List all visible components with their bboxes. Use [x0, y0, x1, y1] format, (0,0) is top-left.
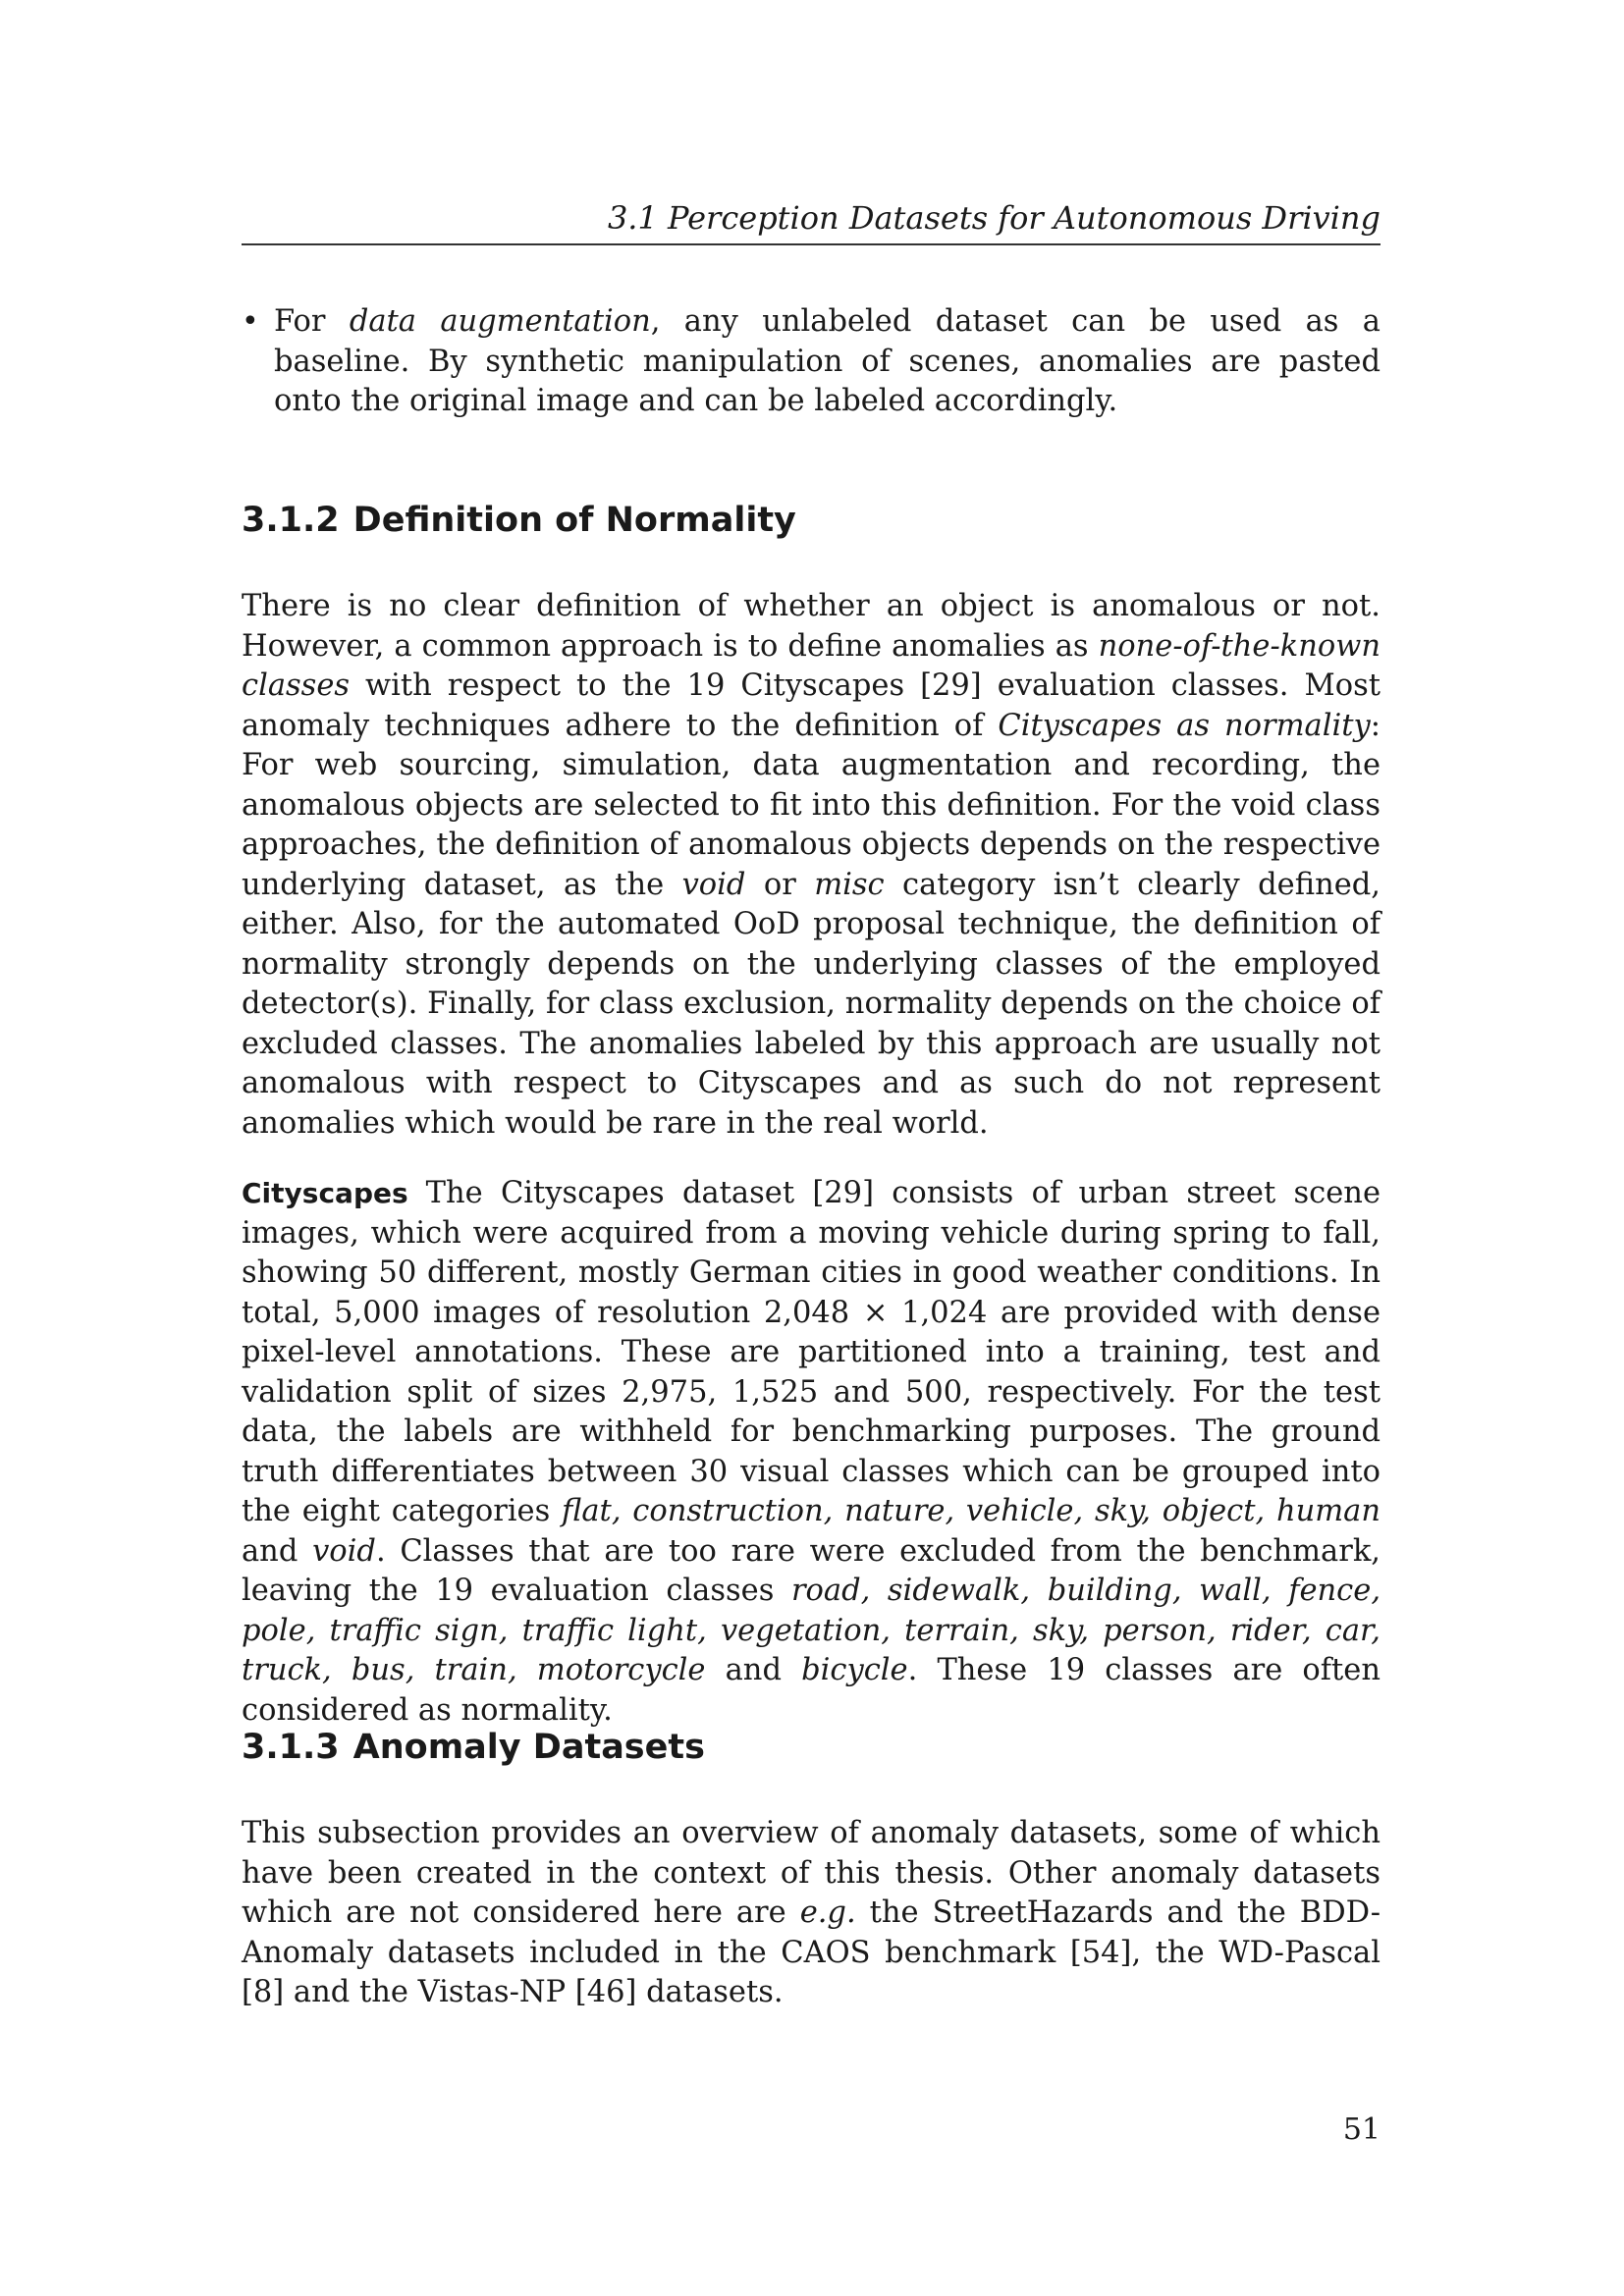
page-number: 51	[1342, 2112, 1380, 2147]
paragraph-title-cityscapes: Cityscapes	[242, 1177, 408, 1209]
bullet-icon: •	[242, 304, 259, 339]
running-header: 3.1 Perception Datasets for Autonomous Driving	[607, 199, 1380, 237]
paragraph-definition-of-normality: There is no clear definition of whether an object is anomalous or not. However, a common approach is to define anomalies as none-of-the-known classes with respect to the 19 Cityscapes [29] evaluation classes. Most anomaly techniques adhere to the definition of Cityscapes as normality: For web sourcing, simulation, data augmentation and recording, the anomalous objects are selected to fit into this definition. For the void class approaches, the definition of anomalous objects depends on the respective underlying dataset, as the void or misc category isn’t clearly defined, either. Also, for the automated OoD proposal technique, the definition of normality strongly depends on the underlying classes of the employed detector(s). Finally, for class exclusion, normality depends on the choice of excluded classes. The anomalies labeled by this approach are usually not anomalous with respect to Cityscapes and as such do not represent anomalies which would be rare in the real world.	[242, 589, 1381, 1141]
header-rule	[242, 243, 1380, 245]
section-heading-3-1-2: 3.1.2 Definition of Normality	[242, 501, 796, 540]
section-heading-3-1-3: 3.1.3 Anomaly Datasets	[242, 1728, 705, 1767]
paragraph-anomaly-datasets: This subsection provides an overview of anomaly datasets, some of which have been created in the context of this thesis. Other anomaly datasets which are not considered here are e.g. the StreetHazards and the BDD-Anomaly datasets included in the CAOS benchmark [54], the WD-Pascal [8] and the Vistas-NP [46] datasets.	[242, 1816, 1380, 2009]
bullet-text: For data augmentation, any unlabeled dataset can be used as a baseline. By synthetic manipulation of scenes, anomalies are pasted onto the original image and can be labeled accordingly.	[274, 304, 1380, 418]
paper-page	[242, 0, 1380, 2296]
paragraph-cityscapes: Cityscapes The Cityscapes dataset [29] consists of urban street scene images, which were acquired from a moving vehicle during spring to fall, showing 50 different, mostly German cities in good weather conditions. In total, 5,000 images of resolution 2,048 × 1,024 are provided with dense pixel-level annotations. These are partitioned into a training, test and validation split of sizes 2,975, 1,525 and 500, respectively. For the test data, the labels are withheld for benchmarking purposes. The ground truth differentiates between 30 visual classes which can be grouped into the eight categories flat, construction, nature, vehicle, sky, object, human and void. Classes that are too rare were excluded from the benchmark, leaving the 19 evaluation classes road, sidewalk, building, wall, fence, pole, traffic sign, traffic light, vegetation, terrain, sky, person, rider, car, truck, bus, train, motorcycle and bicycle. These 19 classes are often considered as normality.	[242, 1176, 1381, 1728]
